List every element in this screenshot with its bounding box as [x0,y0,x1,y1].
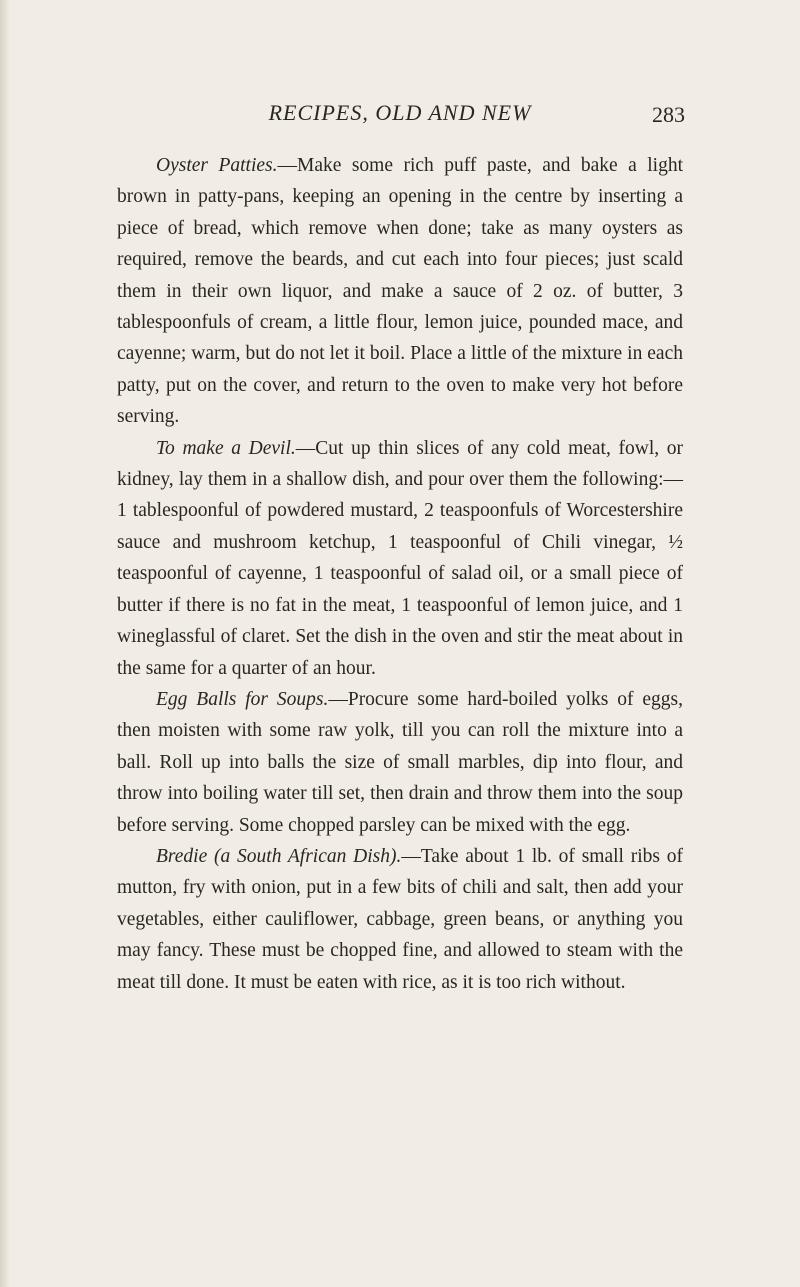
recipe-title: Egg Balls for Soups. [156,688,329,710]
recipe-egg-balls [117,684,683,841]
recipe-oyster-patties [117,150,683,433]
recipe-devil [117,433,683,684]
recipe-text: —Cut up thin slices of any cold meat, fowl, or kidney, lay them in a shallow dish, and pour over them the following:—1 tablespoonful of powdered mustard, 2 teaspoonfuls of Worcestershire sauce and mushroom ketchup, 1 teaspoonful of Chili vinegar, ½ teaspoonful of cayenne, 1 teaspoonful of salad oil, or a small piece of butter if there is no fat in the meat, 1 teaspoonful of lemon juice, and 1 wineglassful of claret. Set the dish in the oven and stir the meat about in the same for a quarter of an hour. [117,437,683,679]
recipe-text: —Make some rich puff paste, and bake a light brown in patty-pans, keeping an opening in the centre by inserting a piece of bread, which remove when done; take as many oysters as required, remove the beards, and cut each into four pieces; just scald them in their own liquor, and make a sauce of 2 oz. of butter, 3 tablespoonfuls of cream, a little flour, lemon juice, pounded mace, and cayenne; warm, but do not let it boil. Place a little of the mixture in each patty, put on the cover, and return to the oven to make very hot before serving. [117,155,683,428]
recipe-title: Bredie (a South African Dish). [156,845,402,867]
page-header [115,100,685,136]
recipe-text: —Procure some hard-boiled yolks of eggs, then moisten with some raw yolk, till you can roll the mixture into a ball. Roll up into balls the size of small marbles, dip into flour, and throw into boiling water till set, then drain and throw them into the soup before serving. Some chopped parsley can be mixed with the egg. [117,688,684,836]
running-head: RECIPES, OLD AND NEW [268,100,532,125]
page-number: 283 [652,102,685,127]
page-edge [0,0,10,1287]
recipe-title: Oyster Patties. [156,155,278,176]
recipe-title: To make a Devil. [156,437,296,459]
recipe-text: —Take about 1 lb. of small ribs of mutton, fry with onion, put in a few bits of chili and salt, then add your vegetables, either cauliflower, cabbage, green beans, or anything you may fancy. These must be chopped fine, and allowed to steam with the meat till done. It must be eaten with rice, as it is too rich without. [117,845,683,993]
recipe-bredie [117,841,683,998]
page-body [117,150,683,998]
